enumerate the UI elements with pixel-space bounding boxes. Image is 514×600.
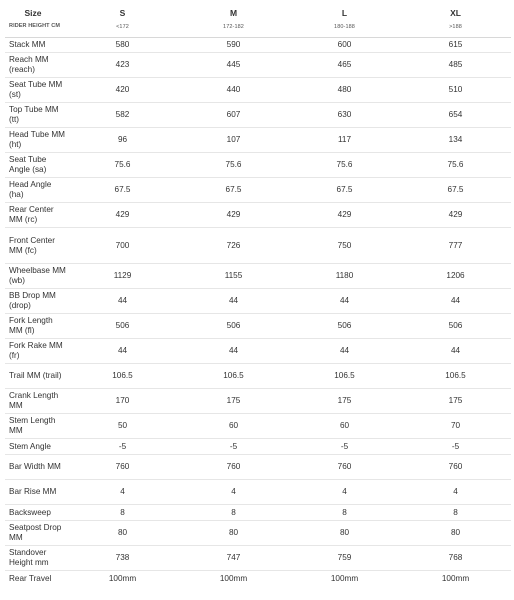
table-header-row (5, 0, 511, 38)
table-cell: 60 (289, 414, 400, 439)
table-cell: 44 (289, 289, 400, 314)
size-header-l (289, 0, 400, 38)
table-cell: 4 (178, 480, 289, 505)
table-row (5, 78, 511, 103)
table-cell: 429 (400, 203, 511, 228)
size-rider-height: <172 (116, 23, 129, 30)
table-cell: -5 (289, 439, 400, 455)
table-cell: 750 (289, 228, 400, 264)
table-cell: 423 (67, 53, 178, 78)
table-row (5, 480, 511, 505)
table-row (5, 314, 511, 339)
table-cell: 170 (67, 389, 178, 414)
row-label: Standover Height mm (5, 546, 67, 571)
table-cell: 134 (400, 128, 511, 153)
table-cell: 80 (400, 521, 511, 546)
table-row (5, 128, 511, 153)
table-cell: 630 (289, 103, 400, 128)
row-label: Stack MM (5, 38, 67, 53)
table-cell: 67.5 (289, 178, 400, 203)
table-cell: 465 (289, 53, 400, 78)
table-row (5, 521, 511, 546)
table-cell: 480 (289, 78, 400, 103)
row-label: Reach MM (reach) (5, 53, 67, 78)
table-cell: 60 (178, 414, 289, 439)
table-cell: 485 (400, 53, 511, 78)
row-label: Fork Length MM (fl) (5, 314, 67, 339)
row-label: Seat Tube MM (st) (5, 78, 67, 103)
size-rider-height: 180-188 (334, 23, 355, 30)
table-cell: 75.6 (178, 153, 289, 178)
table-cell: 506 (289, 314, 400, 339)
table-cell: 429 (67, 203, 178, 228)
table-cell: 615 (400, 38, 511, 53)
table-cell: 175 (289, 389, 400, 414)
table-cell: 8 (178, 505, 289, 521)
table-cell: 654 (400, 103, 511, 128)
table-row (5, 455, 511, 480)
table-cell: 760 (289, 455, 400, 480)
table-cell: 506 (400, 314, 511, 339)
table-cell: 607 (178, 103, 289, 128)
table-cell: 75.6 (400, 153, 511, 178)
table-cell: 67.5 (400, 178, 511, 203)
table-cell: 75.6 (289, 153, 400, 178)
size-rider-height: >188 (449, 23, 462, 30)
size-name: XL (450, 7, 461, 18)
table-cell: 4 (289, 480, 400, 505)
row-label: Stem Angle (5, 439, 67, 455)
row-label: Bar Rise MM (5, 480, 67, 505)
table-cell: 67.5 (178, 178, 289, 203)
table-cell: 8 (289, 505, 400, 521)
table-cell: 175 (178, 389, 289, 414)
table-cell: 50 (67, 414, 178, 439)
geometry-table-body (5, 38, 511, 587)
row-label: Rear Travel (5, 571, 67, 587)
table-cell: 75.6 (67, 153, 178, 178)
table-cell: 106.5 (400, 364, 511, 389)
table-cell: 760 (67, 455, 178, 480)
table-cell: 777 (400, 228, 511, 264)
table-cell: 106.5 (289, 364, 400, 389)
table-cell: 1155 (178, 264, 289, 289)
table-cell: 726 (178, 228, 289, 264)
table-cell: 100mm (400, 571, 511, 587)
table-row (5, 339, 511, 364)
row-label: BB Drop MM (drop) (5, 289, 67, 314)
table-cell: 580 (67, 38, 178, 53)
table-row (5, 53, 511, 78)
row-label: Trail MM (trail) (5, 364, 67, 389)
table-cell: 590 (178, 38, 289, 53)
table-row (5, 178, 511, 203)
row-label: Head Angle (ha) (5, 178, 67, 203)
table-cell: 440 (178, 78, 289, 103)
size-column-title: Size (24, 7, 42, 18)
table-row (5, 203, 511, 228)
header-label-cell (5, 0, 67, 38)
row-label: Front Center MM (fc) (5, 228, 67, 264)
table-cell: 760 (400, 455, 511, 480)
table-cell: 429 (289, 203, 400, 228)
size-name: M (229, 7, 238, 18)
row-label: Stem Length MM (5, 414, 67, 439)
table-cell: 738 (67, 546, 178, 571)
table-cell: 106.5 (67, 364, 178, 389)
table-row (5, 228, 511, 264)
table-cell: 1129 (67, 264, 178, 289)
geometry-table (5, 0, 511, 587)
table-cell: 1206 (400, 264, 511, 289)
row-label: Wheelbase MM (wb) (5, 264, 67, 289)
table-cell: 4 (400, 480, 511, 505)
table-cell: 100mm (289, 571, 400, 587)
table-cell: 44 (67, 289, 178, 314)
table-cell: 759 (289, 546, 400, 571)
table-cell: 70 (400, 414, 511, 439)
table-row (5, 103, 511, 128)
table-row (5, 571, 511, 587)
table-cell: 4 (67, 480, 178, 505)
table-cell: 100mm (67, 571, 178, 587)
table-cell: 506 (67, 314, 178, 339)
table-row (5, 389, 511, 414)
row-label: Head Tube MM (ht) (5, 128, 67, 153)
table-row (5, 546, 511, 571)
table-cell: 506 (178, 314, 289, 339)
table-cell: 1180 (289, 264, 400, 289)
table-cell: 117 (289, 128, 400, 153)
table-cell: 44 (400, 339, 511, 364)
row-label: Top Tube MM (tt) (5, 103, 67, 128)
size-header-s (67, 0, 178, 38)
table-cell: 96 (67, 128, 178, 153)
table-cell: 600 (289, 38, 400, 53)
table-cell: 100mm (178, 571, 289, 587)
table-cell: -5 (178, 439, 289, 455)
table-cell: 768 (400, 546, 511, 571)
table-row (5, 38, 511, 53)
table-cell: 80 (289, 521, 400, 546)
table-cell: 44 (178, 339, 289, 364)
table-cell: 420 (67, 78, 178, 103)
table-cell: 510 (400, 78, 511, 103)
row-label: Bar Width MM (5, 455, 67, 480)
table-cell: 700 (67, 228, 178, 264)
table-row (5, 505, 511, 521)
table-cell: 67.5 (67, 178, 178, 203)
row-label: Backsweep (5, 505, 67, 521)
size-header-xl (400, 0, 511, 38)
table-cell: 747 (178, 546, 289, 571)
table-cell: -5 (67, 439, 178, 455)
size-rider-height: 172-182 (223, 23, 244, 30)
size-name: L (341, 7, 348, 18)
table-cell: 107 (178, 128, 289, 153)
table-cell: 582 (67, 103, 178, 128)
table-cell: 8 (67, 505, 178, 521)
table-cell: 429 (178, 203, 289, 228)
row-label: Rear Center MM (rc) (5, 203, 67, 228)
table-cell: 8 (400, 505, 511, 521)
table-row (5, 264, 511, 289)
size-header-m (178, 0, 289, 38)
row-label: Seatpost Drop MM (5, 521, 67, 546)
row-label: Fork Rake MM (fr) (5, 339, 67, 364)
table-cell: 80 (67, 521, 178, 546)
table-cell: 106.5 (178, 364, 289, 389)
table-row (5, 439, 511, 455)
table-cell: 760 (178, 455, 289, 480)
table-row (5, 364, 511, 389)
table-cell: 44 (67, 339, 178, 364)
size-name: S (119, 7, 126, 18)
table-row (5, 414, 511, 439)
table-cell: -5 (400, 439, 511, 455)
table-cell: 44 (178, 289, 289, 314)
table-cell: 445 (178, 53, 289, 78)
table-row (5, 289, 511, 314)
table-cell: 175 (400, 389, 511, 414)
table-cell: 80 (178, 521, 289, 546)
rider-height-caption: RIDER HEIGHT CM (9, 22, 60, 29)
table-cell: 44 (289, 339, 400, 364)
table-cell: 44 (400, 289, 511, 314)
row-label: Seat Tube Angle (sa) (5, 153, 67, 178)
row-label: Crank Length MM (5, 389, 67, 414)
table-row (5, 153, 511, 178)
